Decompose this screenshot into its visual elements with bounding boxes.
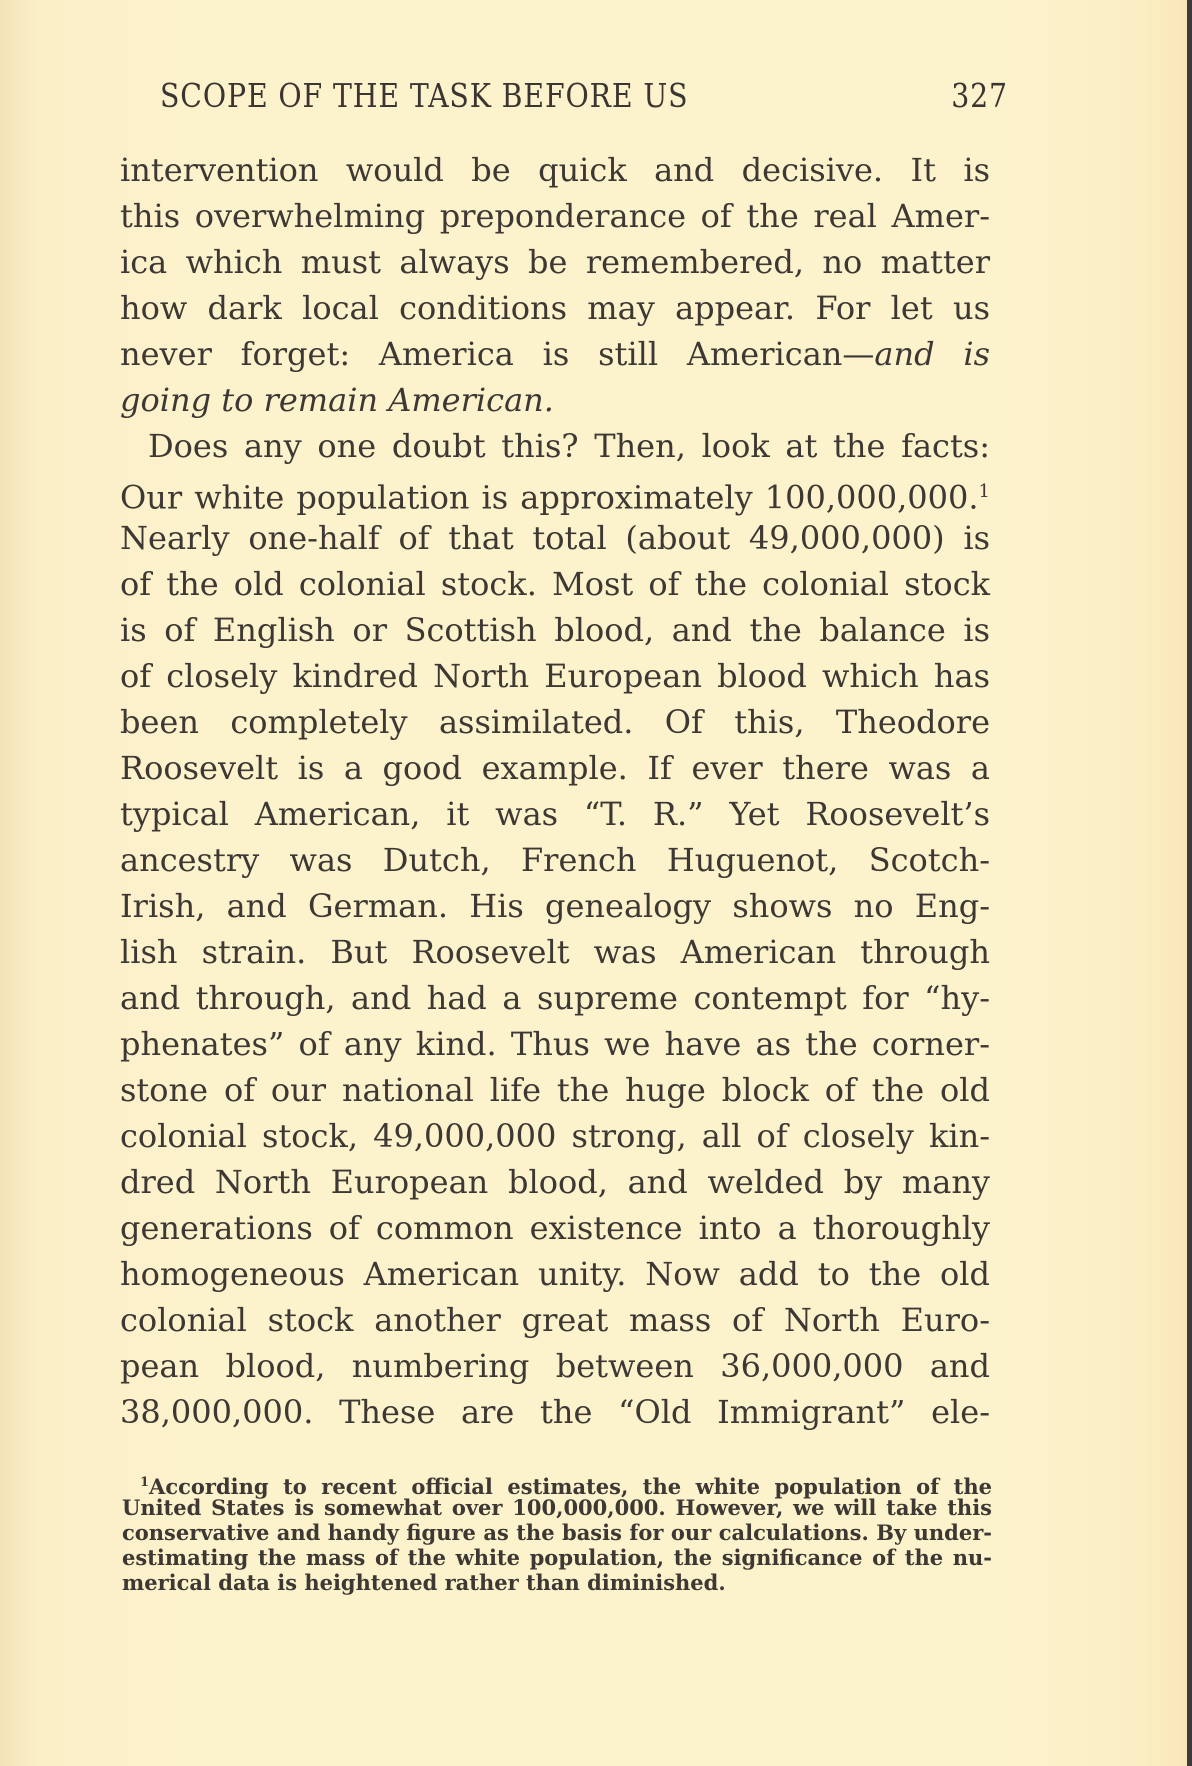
text-line: this overwhelming preponderance of the real Amer-: [120, 197, 990, 235]
footnote-marker: 1: [140, 1475, 150, 1490]
text-line: [120, 378, 990, 422]
text-line: stone of our national life the huge block of the old: [120, 1071, 990, 1109]
footnote-line: [140, 1470, 992, 1499]
text-line: of the old colonial stock. Most of the colonial stock: [120, 565, 990, 603]
text-line: generations of common existence into a thoroughly: [120, 1209, 990, 1247]
text-line: phenates” of any kind. Thus we have as the corner-: [120, 1025, 990, 1063]
text-line: of closely kindred North European blood which has: [120, 657, 990, 695]
text-fragment: never forget: America is still American—: [120, 335, 875, 373]
text-line: [120, 332, 990, 376]
page-edge: [1187, 0, 1192, 1766]
text-line: colonial stock, 49,000,000 strong, all of closely kin-: [120, 1117, 990, 1155]
text-line: how dark local conditions may appear. For let us: [120, 289, 990, 327]
footnote-line: estimating the mass of the white population, the significance of the nu-: [122, 1545, 992, 1570]
text-fragment: According to recent official estimates, the white population of the: [149, 1474, 992, 1499]
text-line: dred North European blood, and welded by many: [120, 1163, 990, 1201]
text-line: ancestry was Dutch, French Huguenot, Scotch-: [120, 841, 990, 879]
running-header: [160, 76, 1008, 115]
text-line: been completely assimilated. Of this, Theodore: [120, 703, 990, 741]
text-fragment: Our white population is approximately 100,000,000.: [120, 478, 979, 517]
text-line: Roosevelt is a good example. If ever there was a: [120, 749, 990, 787]
text-line: homogeneous American unity. Now add to the old: [120, 1255, 990, 1293]
italic-text: and is: [874, 335, 991, 373]
text-line: typical American, it was “T. R.” Yet Roosevelt’s: [120, 795, 990, 833]
text-line: Does any one doubt this? Then, look at the facts:: [148, 427, 990, 465]
page-number: 327: [951, 76, 1008, 115]
text-line: intervention would be quick and decisive. It is: [120, 151, 990, 189]
footnote-line: conservative and handy figure as the basis for our calculations. By under-: [122, 1520, 992, 1545]
text-line: [120, 470, 990, 517]
text-line: ica which must always be remembered, no matter: [120, 243, 990, 281]
chapter-title: SCOPE OF THE TASK BEFORE US: [160, 76, 689, 115]
text-line: Nearly one-half of that total (about 49,000,000) is: [120, 519, 990, 557]
text-line: lish strain. But Roosevelt was American through: [120, 933, 990, 971]
text-line: pean blood, numbering between 36,000,000 and: [120, 1347, 990, 1385]
text-line: colonial stock another great mass of North Euro-: [120, 1301, 990, 1339]
italic-text: going to remain American.: [120, 381, 554, 419]
footnote-line: United States is somewhat over 100,000,000. However, we will take this: [122, 1495, 992, 1520]
footnote-line: merical data is heightened rather than diminished.: [122, 1570, 726, 1595]
text-line: Irish, and German. His genealogy shows no Eng-: [120, 887, 990, 925]
text-line: 38,000,000. These are the “Old Immigrant” ele-: [120, 1393, 990, 1431]
footnote-ref[interactable]: 1: [978, 481, 990, 502]
text-line: is of English or Scottish blood, and the balance is: [120, 611, 990, 649]
text-line: and through, and had a supreme contempt for “hy-: [120, 979, 990, 1017]
